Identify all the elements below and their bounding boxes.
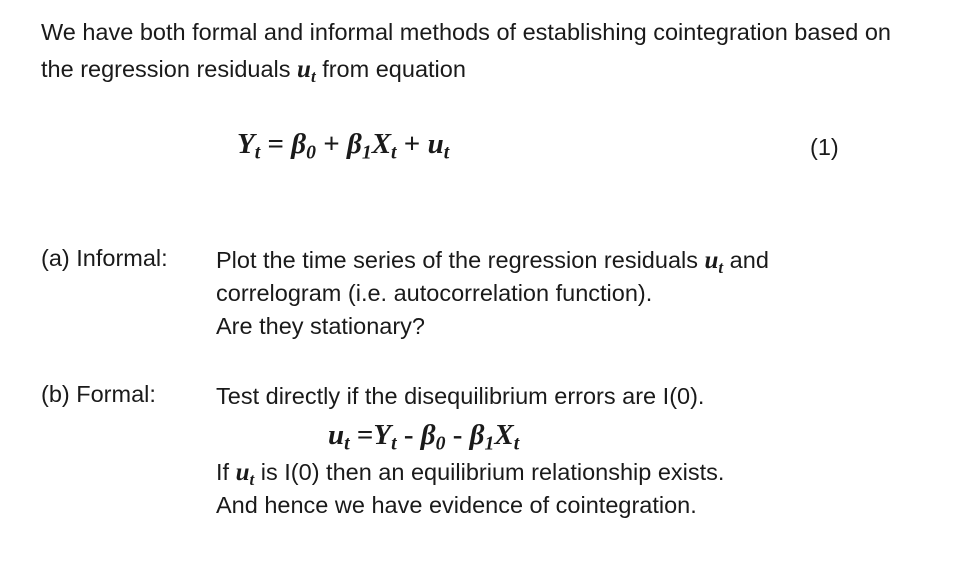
informal-description: [216, 244, 769, 343]
formal-label: (b) Formal:: [41, 381, 156, 407]
equation-number: (1): [810, 134, 839, 160]
formal-line-1: Test directly if the disequilibrium errors are I(0).: [216, 383, 705, 409]
formal-line-3: And hence we have evidence of cointegration.: [216, 492, 697, 518]
informal-line-3: Are they stationary?: [216, 313, 425, 339]
formal-conclusion: [216, 456, 724, 522]
residual-variable: $u_t$: [297, 56, 316, 86]
residual-variable: $u_t$: [704, 247, 724, 277]
formal-line-2: If $u_t$ is I(0) then an equilibrium relationship exists.: [216, 459, 725, 489]
residual-variable: $u_t$: [235, 459, 255, 489]
informal-line-2: correlogram (i.e. autocorrelation function).: [216, 280, 653, 306]
informal-label: (a) Informal:: [41, 245, 168, 271]
regression-equation: $Y_t = \beta_0 + \beta_1X_t + u_t$: [237, 128, 450, 164]
intro-text-after: from equation: [315, 56, 466, 82]
informal-line-1: Plot the time series of the regression residuals $u_t$ and: [216, 247, 769, 277]
residual-equation: $u_t =Y_t - \beta_0 - \beta_1X_t$: [328, 419, 520, 455]
intro-paragraph: [41, 14, 921, 88]
intro-text-before: We have both formal and informal methods of establishing cointegration based on the regression residuals: [41, 19, 891, 82]
